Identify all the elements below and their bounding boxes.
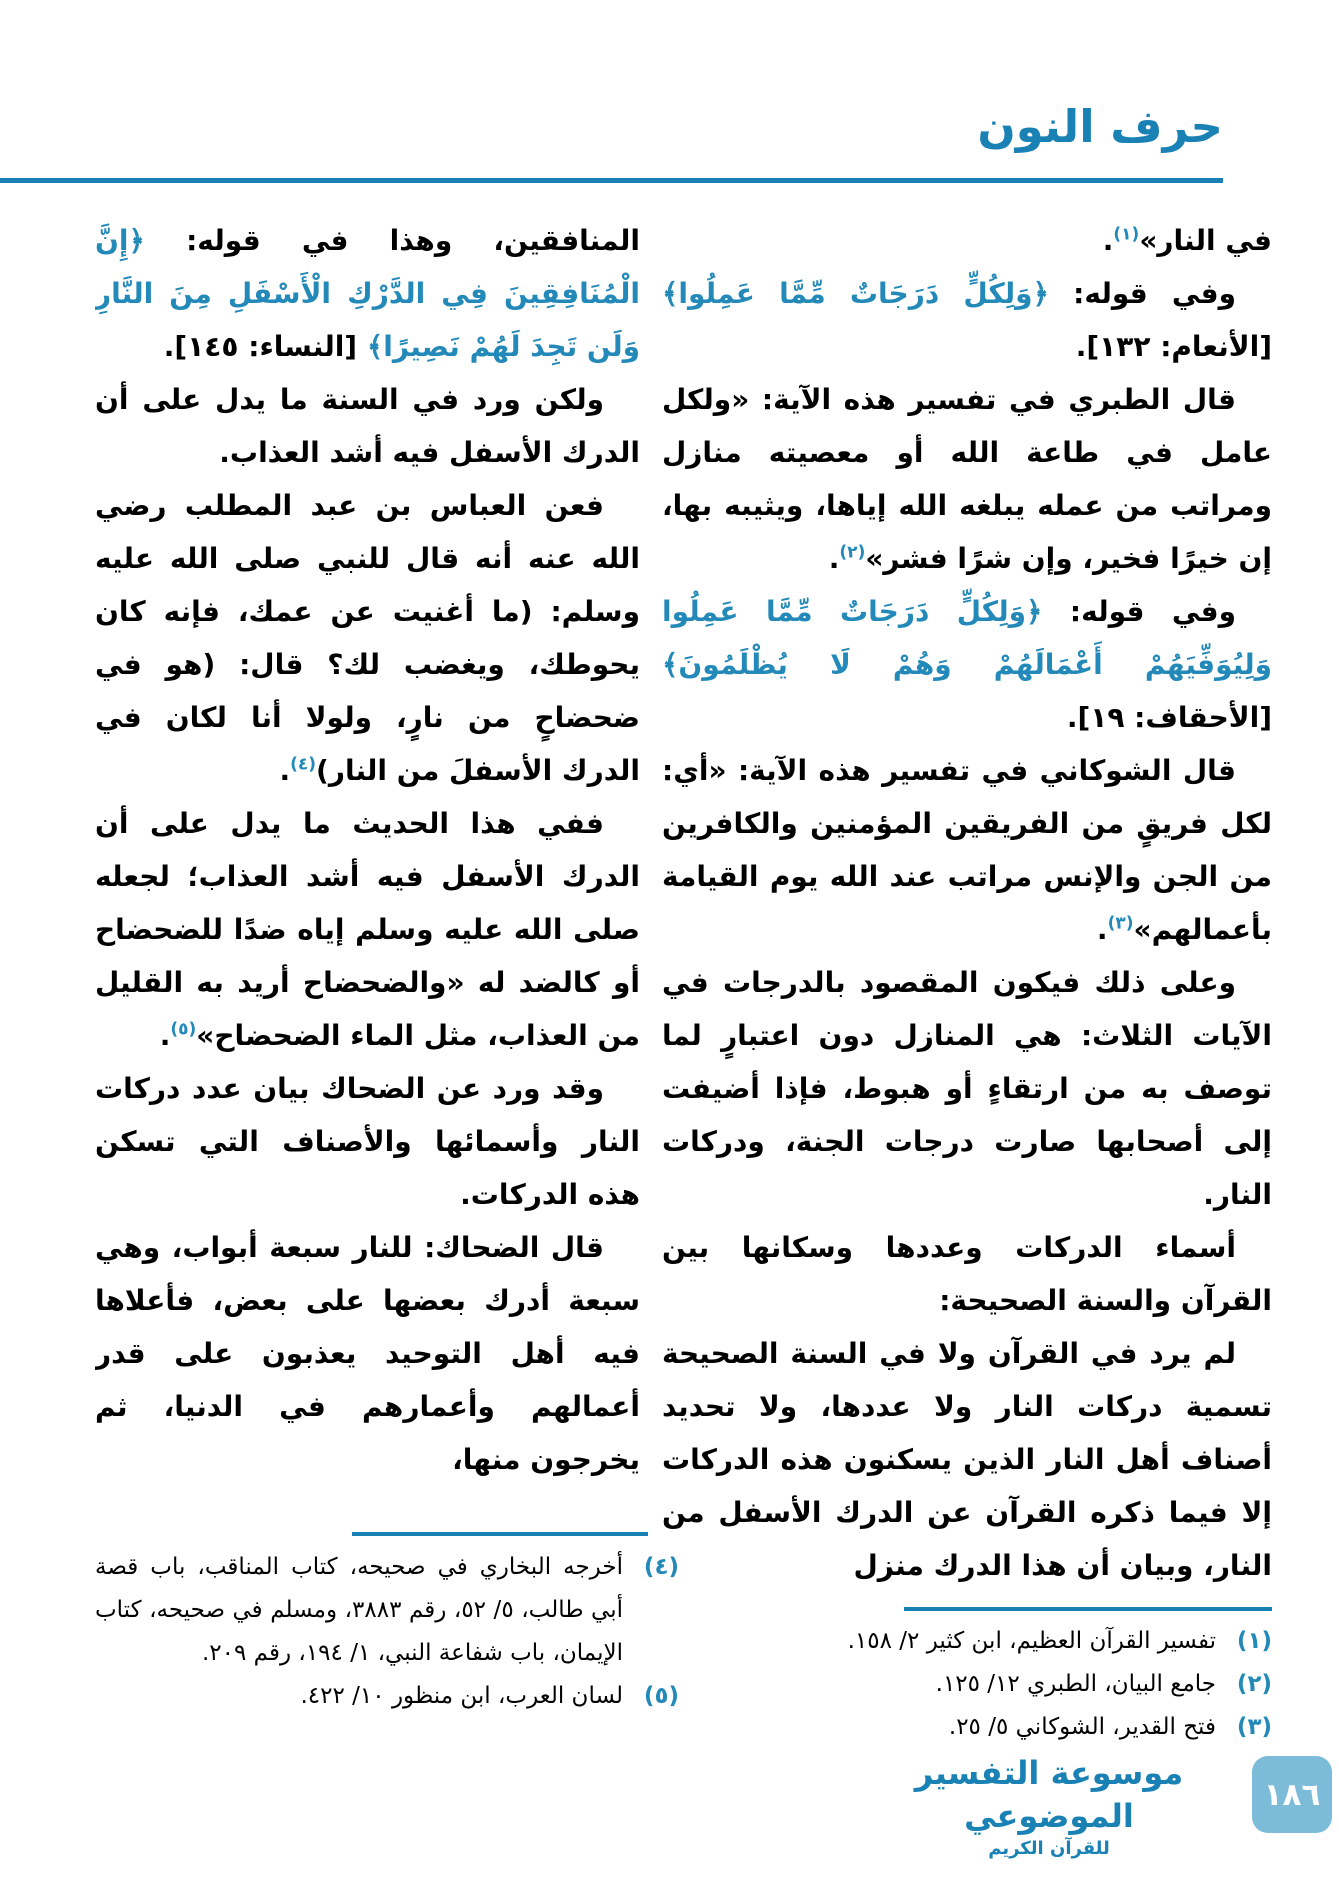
footnote-ref: (١) bbox=[1113, 224, 1140, 245]
footnote-ref: (٣) bbox=[1107, 913, 1134, 934]
footnote-text: لسان العرب، ابن منظور ١٠/ ٤٢٢. bbox=[300, 1683, 623, 1709]
paragraph bbox=[662, 1327, 1272, 1592]
paragraph bbox=[95, 797, 640, 1062]
text-run: وفي قوله: bbox=[1042, 595, 1236, 628]
text-column-left bbox=[95, 214, 640, 1530]
page-number: ١٨٦ bbox=[1263, 1776, 1321, 1813]
text-column-right bbox=[662, 214, 1272, 1598]
paragraph bbox=[662, 744, 1272, 956]
footnote-marker: (١) bbox=[1236, 1628, 1272, 1654]
footnote-item bbox=[95, 1546, 679, 1675]
publisher-logo-subtitle: للقرآن الكريم bbox=[988, 1838, 1110, 1860]
paragraph bbox=[95, 214, 640, 373]
text-run: وقد ورد عن الضحاك بيان عدد دركات النار وأسمائها والأصناف التي تسكن هذه الدركات. bbox=[95, 1072, 640, 1211]
footnote-item bbox=[662, 1663, 1272, 1706]
text-run: . bbox=[279, 754, 291, 787]
footnote-separator-right bbox=[904, 1607, 1272, 1611]
text-run: قال الضحاك: للنار سبعة أبواب، وهي سبعة أدرك بعضها على بعض، فأعلاها فيه أهل التوحيد يعذبون على قدر أعمالهم وأعمارهم في الدنيا، ثم يخرجون منها، bbox=[95, 1231, 640, 1476]
text-run: [الأنعام: ١٣٢]. bbox=[1075, 330, 1272, 363]
text-run: . bbox=[1102, 224, 1114, 257]
paragraph bbox=[662, 267, 1272, 373]
text-run: المنافقين، وهذا في قوله: bbox=[144, 224, 640, 257]
footnote-marker: (٢) bbox=[1236, 1671, 1272, 1697]
footnote-text: تفسير القرآن العظيم، ابن كثير ٢/ ١٥٨. bbox=[847, 1628, 1216, 1654]
publisher-logo bbox=[909, 1752, 1189, 1859]
publisher-logo-title: موسوعة التفسير الموضوعي bbox=[914, 1754, 1184, 1836]
text-run: [النساء: ١٤٥]. bbox=[163, 330, 367, 363]
quran-verse: ﴿وَلِكُلٍّ دَرَجَاتٌ مِّمَّا عَمِلُوا وَلِيُوَفِّيَهُمْ أَعْمَالَهُمْ وَهُمْ لَا يُظْلَمُونَ﴾ bbox=[662, 595, 1272, 681]
footnote-marker: (٤) bbox=[643, 1554, 679, 1580]
text-run: قال الشوكاني في تفسير هذه الآية: «أي: لكل فريقٍ من الفريقين المؤمنين والكافرين من الجن والإنس مراتب عند الله يوم القيامة بأعمالهم» bbox=[662, 754, 1272, 946]
text-run: وفي قوله: bbox=[1048, 277, 1236, 310]
footnote-separator-left bbox=[352, 1532, 648, 1536]
footnote-item bbox=[95, 1675, 679, 1718]
footnote-ref: (٤) bbox=[290, 754, 317, 775]
text-run: لم يرد في القرآن ولا في السنة الصحيحة تسمية دركات النار ولا عددها، ولا تحديد أصناف أهل النار الذين يسكنون هذه الدركات إلا فيما ذكره القرآن عن الدرك الأسفل من النار، وبيان أن هذا الدرك منزل bbox=[662, 1337, 1272, 1582]
footnote-text: أخرجه البخاري في صحيحه، كتاب المناقب، باب قصة أبي طالب، ٥/ ٥٢، رقم ٣٨٨٣، ومسلم في صحيحه، كتاب الإيمان، باب شفاعة النبي، ١/ ١٩٤، رقم ٢٠٩. bbox=[95, 1554, 624, 1666]
header-rule bbox=[0, 178, 1223, 183]
text-run: . bbox=[159, 1019, 171, 1052]
text-run: ولكن ورد في السنة ما يدل على أن الدرك الأسفل فيه أشد العذاب. bbox=[95, 383, 640, 469]
text-run: فعن العباس بن عبد المطلب رضي الله عنه أنه قال للنبي صلى الله عليه وسلم: (ما أغنيت عن عمك، فإنه كان يحوطك، ويغضب لك؟ قال: (هو في ضحضاحٍ من نارٍ، ولولا أنا لكان في الدرك الأسفلَ من النار) bbox=[95, 489, 640, 787]
page-number-badge bbox=[1252, 1756, 1332, 1833]
footnotes-left bbox=[95, 1546, 679, 1806]
footnote-item bbox=[662, 1620, 1272, 1663]
footnotes-right bbox=[662, 1620, 1272, 1760]
paragraph bbox=[662, 956, 1272, 1221]
paragraph bbox=[662, 1221, 1272, 1327]
paragraph bbox=[662, 585, 1272, 744]
paragraph bbox=[95, 373, 640, 479]
text-run: . bbox=[1096, 913, 1108, 946]
text-run: . bbox=[828, 542, 840, 575]
paragraph bbox=[95, 1062, 640, 1221]
quran-verse: ﴿إِنَّ الْمُنَافِقِينَ فِي الدَّرْكِ الْأَسْفَلِ مِنَ النَّارِ وَلَن تَجِدَ لَهُمْ نَصِيرًا﴾ bbox=[95, 224, 640, 363]
paragraph bbox=[95, 1221, 640, 1486]
footnote-text: جامع البيان، الطبري ١٢/ ١٢٥. bbox=[935, 1671, 1216, 1697]
text-run: قال الطبري في تفسير هذه الآية: «ولكل عامل في طاعة الله أو معصيته منازل ومراتب من عمله يبلغه الله إياها، ويثيبه بها، إن خيرًا فخير، وإن شرًا فشر» bbox=[662, 383, 1272, 575]
text-run: في النار» bbox=[1139, 224, 1272, 257]
text-run: وعلى ذلك فيكون المقصود بالدرجات في الآيات الثلاث: هي المنازل دون اعتبارٍ لما توصف به من ارتقاءٍ أو هبوط، فإذا أضيفت إلى أصحابها صارت درجات الجنة، ودركات النار. bbox=[662, 966, 1272, 1211]
paragraph bbox=[662, 373, 1272, 585]
footnote-text: فتح القدير، الشوكاني ٥/ ٢٥. bbox=[948, 1714, 1216, 1740]
text-run: [الأحقاف: ١٩]. bbox=[1066, 701, 1272, 734]
text-run: ففي هذا الحديث ما يدل على أن الدرك الأسفل فيه أشد العذاب؛ لجعله صلى الله عليه وسلم إياه ضدًا للضحضاح أو كالضد له «والضحضاح أريد به القليل من العذاب، مثل الماء الضحضاح» bbox=[95, 807, 640, 1052]
paragraph bbox=[662, 214, 1272, 267]
quran-verse: ﴿وَلِكُلٍّ دَرَجَاتٌ مِّمَّا عَمِلُوا﴾ bbox=[662, 277, 1049, 310]
footnote-marker: (٣) bbox=[1236, 1714, 1272, 1740]
footnote-item bbox=[662, 1706, 1272, 1749]
section-header-title: حرف النون bbox=[977, 100, 1223, 153]
footnote-ref: (٢) bbox=[839, 542, 866, 563]
section-heading-text: أسماء الدركات وعددها وسكانها بين القرآن والسنة الصحيحة: bbox=[662, 1231, 1272, 1317]
footnote-marker: (٥) bbox=[643, 1683, 679, 1709]
footnote-ref: (٥) bbox=[170, 1019, 197, 1040]
paragraph bbox=[95, 479, 640, 797]
